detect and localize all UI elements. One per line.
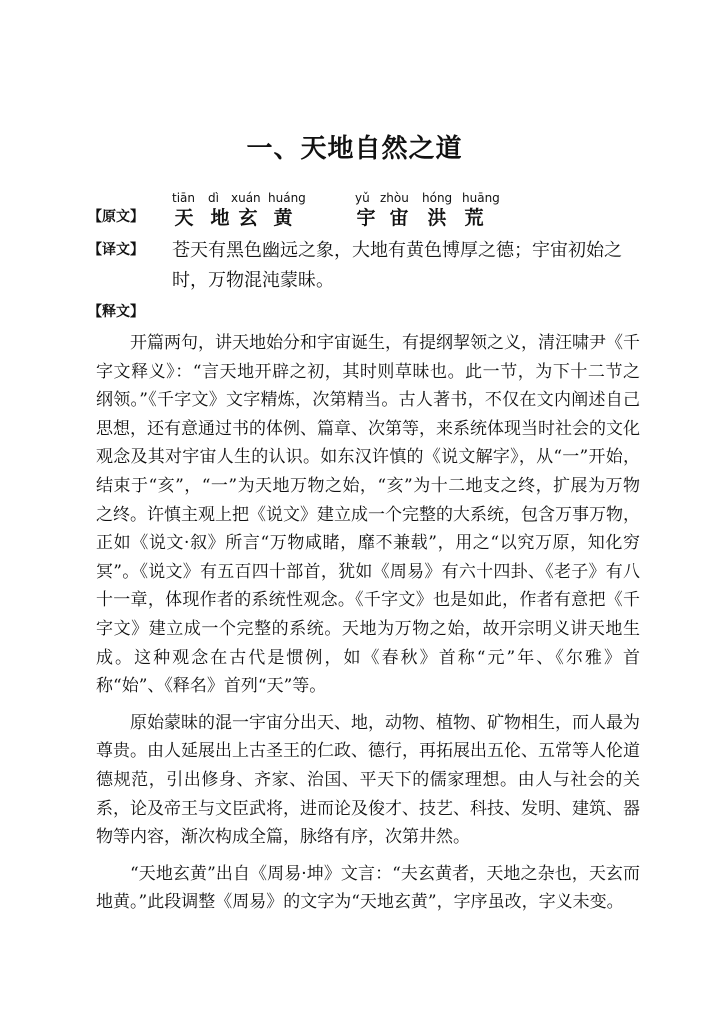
original-char: 玄 [238,207,258,229]
pinyin-syllable: huáng [268,191,306,205]
pinyin-syllable: yǔ [355,191,370,205]
explanation-body [96,329,640,917]
pinyin-syllable: tiān [172,191,195,205]
explanation-label: 【释文】 [88,304,144,320]
explanation-paragraph: 开篇两句，讲天地始分和宇宙诞生，有提纲挈领之义，清汪啸尹《千字文释义》：“言天地开辟之初，其时则草昧也。此一节，为下十二节之纲领。”《千字文》文字精炼，次第精当。古人著书，不仅在文内阐述自己思想，还有意通过书的体例、篇章、次第等，来系统体现当时社会的文化观念及其对宇宙人生的认识。如东汉许慎的《说文解字》，从“一”开始，结束于“亥”，“一”为天地万物之始，“亥”为十二地支之终，扩展为万物之终。许慎主观上把《说文》建立成一个完整的大系统，包含万事万物，正如《说文·叙》所言“万物咸睹，靡不兼载”，用之“以究万原，知化穷冥”。《说文》有五百四十部首，犹如《周易》有六十四卦、《老子》有八十一章，体现作者的系统性观念。《千字文》也是如此，作者有意把《千字文》建立成一个完整的系统。天地为万物之始，故开宗明义讲天地生成。这种观念在古代是惯例，如《春秋》首称“元”年、《尔雅》首称“始”、《释名》首列“天”等。 [96,333,640,697]
translation-text [172,236,646,296]
translation-label: 【译文】 [88,242,144,258]
pinyin-syllable: hóng [422,191,453,205]
original-char: 黄 [273,207,293,229]
original-char: 地 [210,207,230,229]
original-text [0,203,709,229]
original-char: 洪 [427,207,447,229]
chapter-title: 一、天地自然之道 [246,134,463,164]
pinyin-syllable: zhòu [380,191,409,205]
original-char: 天 [174,207,194,229]
pinyin-syllable: dì [208,191,219,205]
explanation-paragraph: 原始蒙昧的混一宇宙分出天、地，动物、植物、矿物相生，而人最为尊贵。由人延展出上古圣王的仁政、德行，再拓展出五伦、五常等人伦道德规范，引出修身、齐家、治国、平天下的儒家理想。由人与社会的关系，论及帝王与文臣武将，进而论及俊才、技艺、科技、发明、建筑、器物等内容，渐次构成全篇，脉络有序，次第井然。 [96,712,640,848]
original-char: 宇 [356,207,376,229]
original-char: 荒 [464,207,484,229]
pinyin-syllable: xuán [231,191,261,205]
translation-body: 苍天有黑色幽远之象，大地有黄色博厚之德；宇宙初始之时，万物混沌蒙昧。 [172,240,622,291]
pinyin-syllable: huāng [462,191,500,205]
original-label: 【原文】 [88,209,144,225]
original-char: 宙 [389,207,409,229]
explanation-paragraph: “天地玄黄”出自《周易·坤》文言：“夫玄黄者，天地之杂也，天玄而地黄。”此段调整《周易》的文字为“天地玄黄”，字序虽改，字义未变。 [96,863,640,913]
